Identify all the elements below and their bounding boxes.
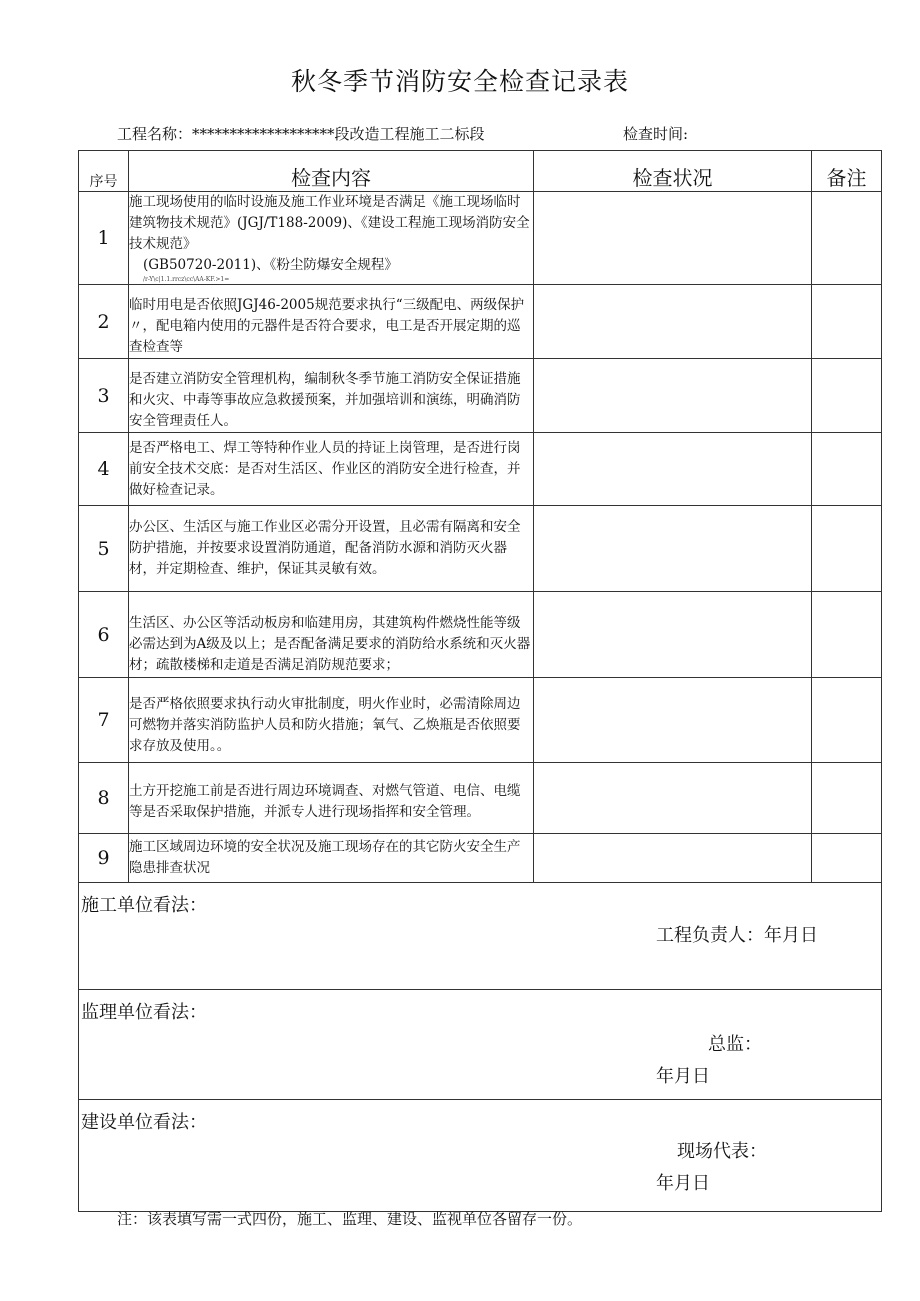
header-no: 序号 <box>79 151 129 192</box>
content-line: (GB50720-2011)、《粉尘防爆安全规程》 <box>143 257 398 273</box>
row-content: 办公区、生活区与施工作业区必需分开设置，且必需有隔离和安全防护措施，并按要求设置消防通道，配备消防水源和消防灭火器材，并定期检查、维护，保证其灵敏有效。 <box>129 506 534 592</box>
remark-cell[interactable] <box>812 359 882 433</box>
row-number: 3 <box>79 359 129 433</box>
status-cell[interactable] <box>534 592 812 678</box>
header-content: 检查内容 <box>129 151 534 192</box>
table-row <box>79 359 882 433</box>
owner-date-label: 年月日 <box>656 1173 710 1194</box>
supervision-opinion-label: 监理单位看法： <box>81 1002 207 1023</box>
header-remark: 备注 <box>812 151 882 192</box>
row-content: 生活区、办公区等活动板房和临建用房，其建筑构件燃烧性能等级必需达到为A级及以上；是否配备满足要求的消防给水系统和灭火器材；疏散楼梯和走道是否满足消防规范要求； <box>129 592 534 678</box>
remark-cell[interactable] <box>812 678 882 763</box>
table-row <box>79 834 882 883</box>
row-content: 是否建立消防安全管理机构，编制秋冬季节施工消防安全保证措施和火灾、中毒等事故应急救援预案，并加强培训和演练，明确消防安全管理责任人。 <box>129 359 534 433</box>
row-number: 2 <box>79 285 129 359</box>
project-name: 工程名称：*******************段改造工程施工二标段 <box>117 125 485 143</box>
row-number: 7 <box>79 678 129 763</box>
row-number: 6 <box>79 592 129 678</box>
row-number: 1 <box>79 192 129 285</box>
row-content: 是否严格依照要求执行动火审批制度，明火作业时，必需清除周边可燃物并落实消防监护人员和防火措施；氧气、乙焕瓶是否依照要求存放及使用。。 <box>129 678 534 763</box>
row-number: 4 <box>79 433 129 506</box>
inspection-table <box>78 150 882 1212</box>
status-cell[interactable] <box>534 763 812 834</box>
table-row <box>79 192 882 285</box>
construction-opinion-label: 施工单位看法： <box>81 895 207 916</box>
supervision-date-label: 年月日 <box>656 1066 710 1087</box>
table-row <box>79 506 882 592</box>
status-cell[interactable] <box>534 359 812 433</box>
content-smudge-text: /r-Y\c|1.1.rrcz\cc\AA-KF.>1= <box>143 276 230 283</box>
row-number: 9 <box>79 834 129 883</box>
remark-cell[interactable] <box>812 506 882 592</box>
construction-opinion-cell[interactable] <box>79 883 882 990</box>
row-number: 8 <box>79 763 129 834</box>
remark-cell[interactable] <box>812 285 882 359</box>
supervision-opinion-cell[interactable] <box>79 990 882 1100</box>
table-row <box>79 763 882 834</box>
remark-cell[interactable] <box>812 834 882 883</box>
page-title: 秋冬季节消防安全检查记录表 <box>290 67 629 96</box>
remark-cell[interactable] <box>812 433 882 506</box>
status-cell[interactable] <box>534 285 812 359</box>
chief-supervisor-label: 总监： <box>708 1034 762 1055</box>
row-content: 临时用电是否依照JGJ46-2005规范要求执行“三级配电、两级保护〃，配电箱内使用的元器件是否符合要求，电工是否开展定期的巡查检查等 <box>129 285 534 359</box>
row-content: 施工区域周边环境的安全状况及施工现场存在的其它防火安全生产隐患排查状况 <box>129 834 534 883</box>
remark-cell[interactable] <box>812 192 882 285</box>
status-cell[interactable] <box>534 506 812 592</box>
table-row <box>79 678 882 763</box>
check-time-label: 检查时间: <box>623 125 689 143</box>
row-number: 5 <box>79 506 129 592</box>
remark-cell[interactable] <box>812 592 882 678</box>
opinion-row-construction <box>79 883 882 990</box>
content-line: 施工现场使用的临时设施及施工作业环境是否满足《施工现场临时建筑物技术规范》(JGJ/T188-2009)、《建设工程施工现场消防安全技术规范》 <box>129 194 530 252</box>
opinion-row-supervision <box>79 990 882 1100</box>
row-content <box>129 192 534 285</box>
status-cell[interactable] <box>534 433 812 506</box>
table-header-row <box>79 151 882 192</box>
status-cell[interactable] <box>534 192 812 285</box>
owner-opinion-label: 建设单位看法： <box>81 1112 207 1133</box>
header-status: 检查状况 <box>534 151 812 192</box>
owner-opinion-cell[interactable] <box>79 1100 882 1212</box>
status-cell[interactable] <box>534 678 812 763</box>
site-representative-label: 现场代表： <box>677 1141 767 1162</box>
row-content: 土方开挖施工前是否进行周边环境调查、对燃气管道、电信、电缆等是否采取保护措施，并派专人进行现场指挥和安全管理。 <box>129 763 534 834</box>
status-cell[interactable] <box>534 834 812 883</box>
table-row <box>79 592 882 678</box>
remark-cell[interactable] <box>812 763 882 834</box>
table-row <box>79 285 882 359</box>
construction-sign-line: 工程负责人：年月日 <box>656 925 818 946</box>
opinion-row-owner <box>79 1100 882 1212</box>
footnote: 注：该表填写需一式四份，施工、监理、建设、监视单位各留存一份。 <box>117 1210 583 1228</box>
row-content: 是否严格电工、焊工等特种作业人员的持证上岗管理，是否进行岗前安全技术交底：是否对生活区、作业区的消防安全进行检查，并做好检查记录。 <box>129 433 534 506</box>
table-row <box>79 433 882 506</box>
